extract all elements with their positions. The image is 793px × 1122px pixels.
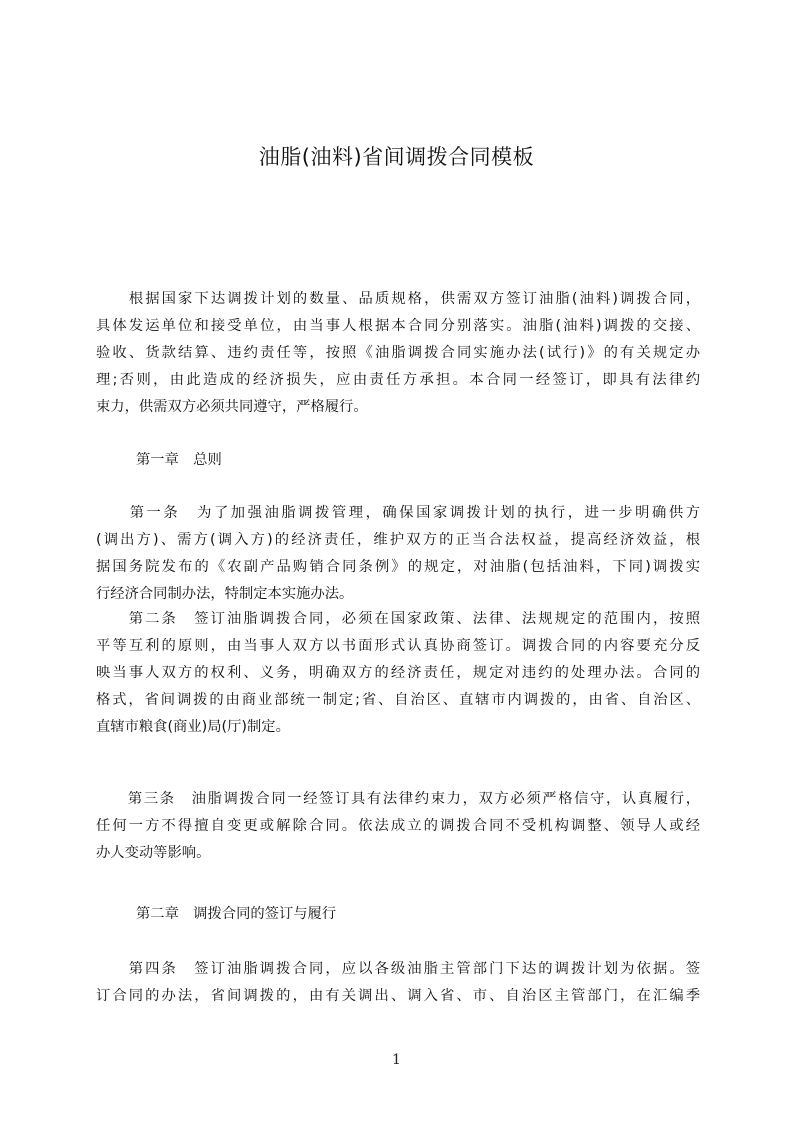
preamble-line: 具体发运单位和接受单位，由当事人根据本合同分别落实。油脂(油料)调拨的交接、 [96, 318, 700, 334]
article-line: 行经济合同制办法，特制定本实施办法。 [96, 586, 354, 602]
article-line: 订合同的办法，省间调拨的，由有关调出、调入省、市、自治区主管部门，在汇编季 [96, 988, 700, 1004]
page-number: 1 [392, 1052, 401, 1068]
preamble-line: 束力，供需双方必须共同遵守，严格履行。 [96, 399, 368, 415]
preamble-line: 验收、货款结算、违约责任等，按照《油脂调拨合同实施办法(试行)》的有关规定办 [96, 345, 700, 361]
preamble-paragraph [96, 286, 700, 421]
chapter-heading-1: 第一章 总则 [136, 452, 222, 468]
article-4-paragraph [96, 956, 700, 1010]
article-line: 第一条 为了加强油脂调拨管理，确保国家调拨计划的执行，进一步明确供方 [96, 505, 700, 521]
article-line: 第四条 签订油脂调拨合同，应以各级油脂主管部门下达的调拨计划为依据。签 [96, 961, 700, 977]
article-line: 映当事人双方的权利、义务，明确双方的经济责任，规定对违约的处理办法。合同的 [96, 665, 700, 681]
article-line: 第三条 油脂调拨合同一经签订具有法律约束力，双方必须严格信守，认真履行， [96, 791, 700, 807]
document-title: 油脂(油料)省间调拨合同模板 [258, 145, 535, 169]
article-2-paragraph [96, 606, 700, 741]
article-3-paragraph [96, 786, 700, 867]
article-line: 直辖市粮食(商业)局(厅)制定。 [96, 719, 290, 735]
article-line: 据国务院发布的《农副产品购销合同条例》的规定，对油脂(包括油料，下同)调拨实 [96, 559, 700, 575]
article-line: 第二条 签订油脂调拨合同，必须在国家政策、法律、法规规定的范围内，按照 [96, 611, 700, 627]
article-line: 办人变动等影响。 [96, 845, 211, 861]
preamble-line: 根据国家下达调拨计划的数量、品质规格，供需双方签订油脂(油料)调拨合同， [96, 291, 700, 307]
article-1-paragraph [96, 500, 700, 608]
article-line: (调出方)、需方(调入方)的经济责任，维护双方的正当合法权益，提高经济效益，根 [96, 532, 700, 548]
article-line: 平等互利的原则，由当事人双方以书面形式认真协商签订。调拨合同的内容要充分反 [96, 638, 700, 654]
chapter-heading-2: 第二章 调拨合同的签订与履行 [136, 906, 337, 922]
preamble-line: 理;否则，由此造成的经济损失，应由责任方承担。本合同一经签订，即具有法律约 [96, 372, 700, 388]
article-line: 任何一方不得擅自变更或解除合同。依法成立的调拨合同不受机构调整、领导人或经 [96, 818, 700, 834]
article-line: 格式，省间调拨的由商业部统一制定;省、自治区、直辖市内调拨的，由省、自治区、 [96, 692, 700, 708]
